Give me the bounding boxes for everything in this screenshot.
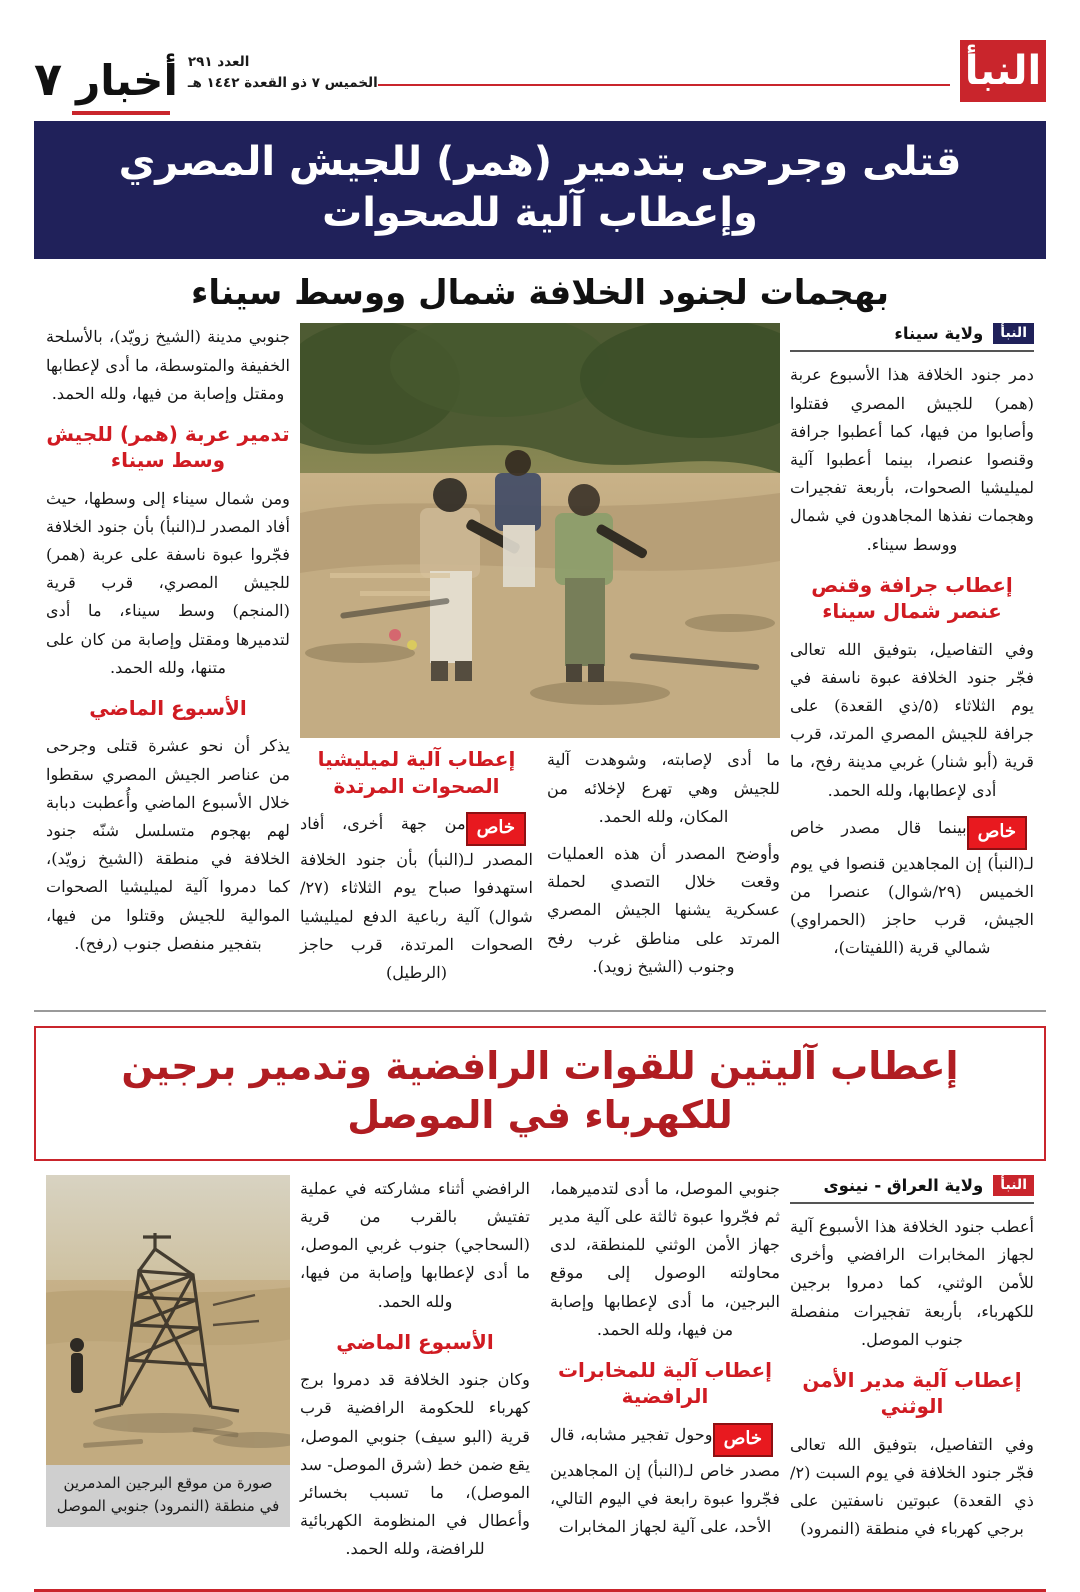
article1-photo-graphic [300,323,780,738]
article2-mid1-p2: وكان جنود الخلافة قد دمروا برج كهرباء للحكومة الرافضية قرب قرية (البو سيف) جنوبي الموصل، يقع ضمن خط (شرق الموصل- سد الموصل)، ما تسبب بخسائر وأعطال في المنظومة الكهربائية للرافضة، ولله الحمد. [300,1370,530,1559]
exclusive-tag: خاص [713,1423,773,1457]
article1-right-p2-text: بينما قال مصدر خاص لـ(النبأ) إن المجاهدين قنصوا في يوم الخميس (٢٩/شوال) عنصرا من الجيش، قرب حاجز (الحمراوي) شمالي قرية (اللفيتات)، [790,817,1034,958]
masthead [34,26,1046,104]
section-label [34,52,178,106]
article1-kicker [790,323,1034,352]
article1-headline-line1: قتلى وجرحى بتدمير (همر) للجيش المصري [118,139,962,185]
article2-photo [46,1175,290,1465]
masthead-rule-line [378,84,950,86]
article2-mid2-p1: جنوبي الموصل، ما أدى لتدميرهما، ثم فجّروا عبوة ثالثة على آلية مدير جهاز الأمن الوثني للمنطقة، لدى محاولته الوصول إلى موقع البرجين، ما أدى لإعطابها وإصابة من فيها، ولله الحمد. [550,1178,780,1339]
article1-middle-subcol-right [547,746,780,990]
article2-headline-line1: إعطاب آليتين للقوات الرافضية وتدمير برجين [121,1044,959,1089]
article2-lead: أعطب جنود الخلافة هذا الأسبوع آلية لجهاز المخابرات الرافضي وأخرى للأمن الوثني، كما دمروا برجين للكهرباء، بأربعة تفجيرات منفصلة جنوب الموصل. [790,1216,1034,1349]
article1-subhead-right: إعطاب جرافة وقنص عنصر شمال سيناء [811,572,1013,624]
article1-left-p1: جنوبي مدينة (الشيخ زويّد)، بالأسلحة الخفيفة والمتوسطة، ما أدى لإعطابها ومقتل وإصابة من فيها، ولله الحمد. [46,327,290,403]
article1-subhead-middle: إعطاب آلية لميليشيا الصحوات المرتدة [317,747,516,798]
article2-subhead-right: إعطاب آلية مدير الأمن الوثني [802,1367,1022,1419]
issue-date: الخميس ٧ ذو القعدة ١٤٤٢ هـ [187,75,378,92]
issue-number: العدد ٢٩١ [187,54,250,71]
article1-mid-p1: ما أدى لإصابته، وشوهدت آلية للجيش وهي تهرع لإخلائه من المكان، ولله الحمد. [547,750,780,826]
article2-mid1-p1: الرافضي أثناء مشاركته في عملية تفتيش بالقرب من قرية (السحاجي) جنوب غربي الموصل، ما أدى لإعطابها وإصابة من فيها، ولله الحمد. [300,1178,530,1311]
brand-logo: النبأ [960,40,1046,102]
article2-column-middle-right [540,1175,790,1550]
article1-right-p1: وفي التفاصيل، بتوفيق الله تعالى فجّر جنود الخلافة عبوة ناسفة في يوم الثلاثاء (٥/ذي القعدة) على جرافة للجيش المصري المرتد، قرب قرية (أبو شنار) غربي مدينة رفح، ما أدى لإعطابها، ولله الحمد. [790,639,1034,800]
article1-kicker-text: ولاية سيناء [894,324,984,344]
article1-columns [34,323,1046,996]
article1-right-p2 [790,814,1034,963]
article1-left-p2: ومن شمال سيناء إلى وسطها، حيث أفاد المصدر لـ(النبأ) بأن جنود الخلافة فجّروا عبوة ناسفة على عربة (همر) للجيش المصري، قرب قرية (المنجم) وسط سيناء، ما أدى لتدميرها ومقتل وإصابة من كان على متنها، ولله الحمد. [46,488,290,677]
article1-subhead-left-2: الأسبوع الماضي [89,696,247,721]
article2-headline-line2: للكهرباء في الموصل [347,1093,733,1138]
article2-photo-caption: صورة من موقع البرجين المدمرين في منطقة (النمرود) جنوبي الموصل [46,1465,290,1528]
issue-info [178,52,378,104]
article2-subhead-past-week: الأسبوع الماضي [336,1329,494,1354]
article2-right-p1: وفي التفاصيل، بتوفيق الله تعالى فجّر جنود الخلافة في يوم السبت (٢/ذي القعدة) عبوتين ناسفتين على برجي كهرباء في منطقة (النمرود) [790,1434,1034,1539]
naba-logo-icon: النبأ [993,1175,1034,1196]
newspaper-page [0,26,1080,1559]
page-number: ٧ [34,52,63,106]
page-bottom-rule [34,1589,1046,1592]
article2-kicker-text: ولاية العراق - نينوى [823,1175,984,1195]
article2-kicker [790,1175,1034,1204]
masthead-rule [378,42,960,104]
naba-logo-icon: النبأ [993,323,1034,344]
article2-photo-graphic [46,1175,290,1465]
article1-lead: دمر جنود الخلافة هذا الأسبوع عربة (همر) للجيش المصري فقتلوا وأصابوا من فيها، كما أعطبوا جرافة وقنصوا عنصرا، بينما أعطبوا آلية لميليشيا الصحوات، بأربعة تفجيرات وهجمات نفذها المجاهدون في شمال ووسط سيناء. [790,365,1034,554]
article1-left-p3: يذكر أن نحو عشرة قتلى وجرحى من عناصر الجيش المصري سقطوا خلال الأسبوع الماضي وأُعطبت دبابة لهم بهجوم متسلسل شنّه جنود الخلافة في منطقة (الشيخ زويّد)، كما دمروا آلية لميليشيا الصحوات الموالية للجيش وقتلوا من فيها، بتفجير منفصل جنوب (رفح). [46,736,290,953]
article1-photo [300,323,780,738]
article2-column-left [34,1175,290,1528]
article2-headline-banner [34,1026,1046,1161]
article1-mid-p3 [300,810,533,987]
exclusive-tag: خاص [466,812,526,846]
article-separator [34,1010,1046,1012]
article1-mid-p2: وأوضح المصدر أن هذه العمليات وقعت خلال التصدي لحملة عسكرية يشنها الجيش المصري المرتد على مناطق غرب رفح وجنوب (الشيخ زويد). [547,843,780,976]
article1-headline-line2: وإعطاب آلية للصحوات [322,190,758,237]
article1-mid-p3-text: من جهة أخرى، أفاد المصدر لـ(النبأ) بأن جنود الخلافة استهدفوا صباح يوم الثلاثاء (٢٧/شوال) آلية رباعية الدفع لميليشيا الصحوات المرتدة، قرب حاجز (الرطيل) [300,814,533,982]
article1-column-right [790,323,1046,971]
article2-column-right [790,1175,1046,1553]
article2-mid2-p2 [550,1421,780,1542]
article2-subhead-middle: إعطاب آلية للمخابرات الرافضية [557,1358,773,1409]
article1-column-left [34,323,290,967]
exclusive-tag: خاص [967,816,1027,850]
article1-subheadline: بهجمات لجنود الخلافة شمال ووسط سيناء [190,273,890,314]
article2-mid2-p2-text: وحول تفجير مشابه، قال مصدر خاص لـ(النبأ) إن المجاهدين فجّروا عبوة رابعة في اليوم التالي، الأحد، على آلية لجهاز المخابرات [550,1424,780,1537]
article1-middle-subcolumns [300,746,780,996]
section-name: أخبار [76,56,178,105]
article1-headline-banner [34,121,1046,259]
article1-middle-subcol-left [300,746,533,996]
article1-subhead-left-1: تدمير عربة (همر) للجيش وسط سيناء [46,421,290,473]
article1-column-middle [290,323,790,996]
